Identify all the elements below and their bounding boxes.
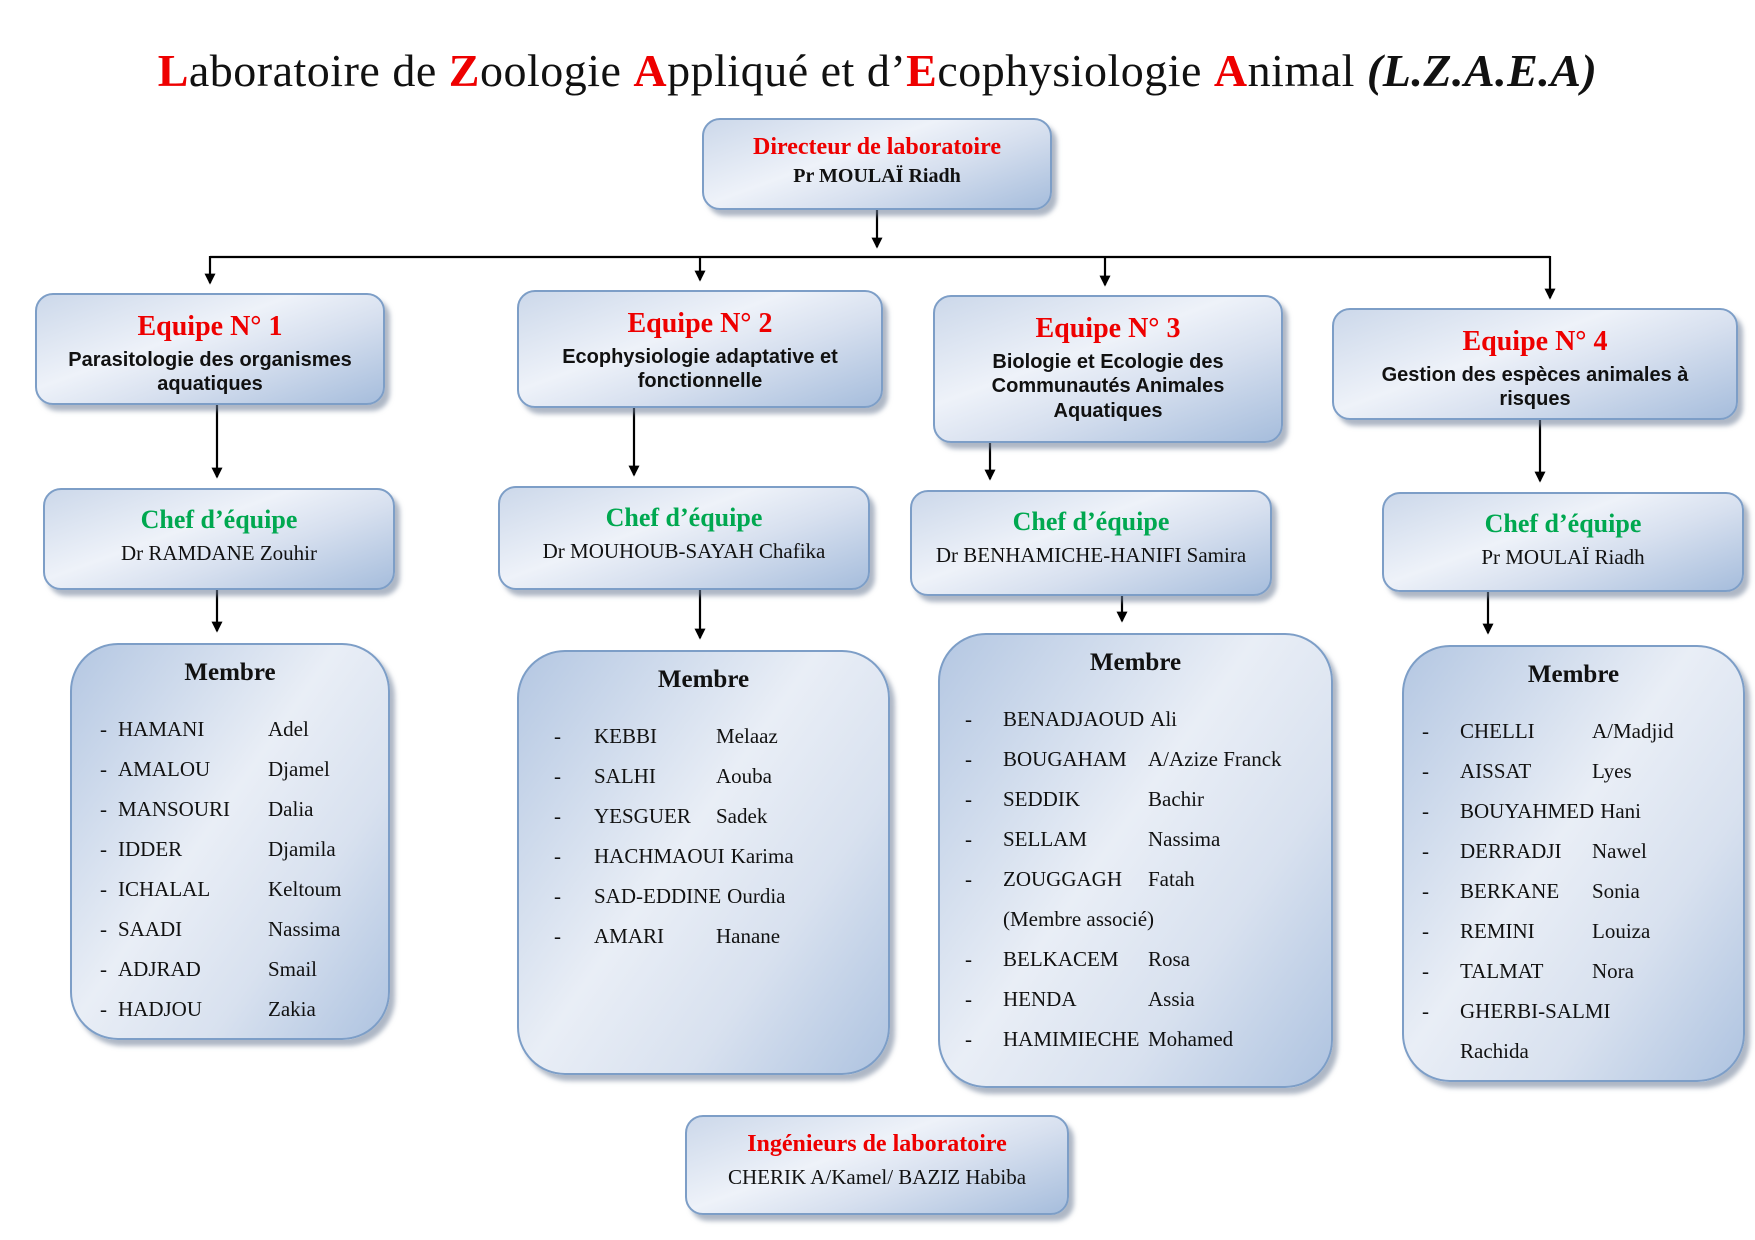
member-firstname: Ourdia: [727, 883, 786, 908]
engineers-heading: Ingénieurs de laboratoire: [747, 1131, 1007, 1157]
member-item-dash: -: [965, 746, 972, 771]
chef4-heading: Chef d’équipe: [1484, 509, 1642, 538]
chef1-box: [43, 488, 395, 590]
member-firstname: Bachir: [1148, 786, 1204, 811]
member-item: [965, 939, 1321, 979]
member-item: [1422, 831, 1733, 871]
engineers-box: [685, 1115, 1069, 1215]
member-item-dash: -: [1422, 718, 1429, 743]
member-item-dash: -: [554, 923, 561, 948]
member-lastname: AMARI: [594, 923, 665, 948]
member-item-dash: -: [1422, 958, 1429, 983]
members3-list: [940, 699, 1331, 1059]
member-lastname: IDDER: [118, 836, 183, 861]
member-firstname: Zakia: [268, 996, 316, 1021]
member-lastname: KEBBI: [594, 723, 657, 748]
team4-box: [1332, 308, 1738, 420]
member-lastname: SELLAM: [1003, 826, 1087, 851]
member-firstname: Assia: [1148, 986, 1195, 1011]
title-text-segment: oologie: [479, 45, 634, 96]
member-firstname: Aouba: [716, 763, 772, 788]
member-firstname: Hani: [1600, 798, 1642, 823]
title-red-initial: L: [157, 45, 189, 96]
members1-box: [70, 643, 390, 1040]
member-item-dash: -: [965, 866, 972, 891]
member-firstname: Rachida: [1460, 1038, 1529, 1063]
member-item: [554, 716, 878, 756]
member-item-dash: -: [100, 956, 107, 981]
member-lastname: SAD-EDDINE: [594, 883, 722, 908]
member-item-dash: -: [1422, 998, 1429, 1023]
members2-list: [519, 716, 888, 956]
members4-heading: Membre: [1527, 661, 1620, 688]
member-item: [965, 1019, 1321, 1059]
member-item: [554, 756, 878, 796]
member-lastname: ADJRAD: [118, 956, 201, 981]
member-lastname: SEDDIK: [1003, 786, 1080, 811]
members2-heading: Membre: [657, 666, 750, 693]
member-firstname: Dalia: [268, 796, 314, 821]
member-lastname: SAADI: [118, 916, 183, 941]
member-item-dash: -: [100, 836, 107, 861]
member-item-dash: -: [1422, 758, 1429, 783]
title-red-initial: A: [1213, 45, 1248, 96]
member-lastname: ZOUGGAGH: [1003, 866, 1122, 891]
member-item-dash: -: [554, 843, 561, 868]
member-item-dash: -: [965, 986, 972, 1011]
member-item: [965, 779, 1321, 819]
member-lastname: REMINI: [1460, 918, 1535, 943]
chef2-box: [498, 486, 870, 590]
member-item-dash: -: [1422, 838, 1429, 863]
member-item: [965, 699, 1321, 739]
member-item-dash: -: [965, 826, 972, 851]
member-lastname: TALMAT: [1460, 958, 1544, 983]
member-item-dash: -: [100, 796, 107, 821]
member-item: [1422, 711, 1733, 751]
member-item-dash: -: [965, 786, 972, 811]
team3-field: Biologie et Ecologie des Communautés Animales Aquatiques: [991, 351, 1225, 422]
member-item: [965, 859, 1321, 899]
member-firstname: Mohamed: [1148, 1026, 1234, 1051]
member-lastname: BELKACEM: [1003, 946, 1119, 971]
member-firstname: Sonia: [1592, 878, 1640, 903]
page-title-text: [158, 45, 1367, 96]
page-title-acronym: (L.Z.A.E.A): [1366, 45, 1598, 96]
chef1-heading: Chef d’équipe: [140, 505, 298, 534]
member-firstname: Louiza: [1592, 918, 1651, 943]
member-firstname: Sadek: [716, 803, 768, 828]
title-red-initial: E: [906, 45, 938, 96]
member-item: [1422, 791, 1733, 831]
member-firstname: Lyes: [1592, 758, 1632, 783]
member-item-dash: -: [1422, 918, 1429, 943]
member-lastname: ICHALAL: [118, 876, 211, 901]
member-item-dash: -: [965, 706, 972, 731]
member-note: (Membre associé): [1003, 906, 1155, 931]
members4-list: [1404, 711, 1743, 1071]
team3-heading: Equipe N° 3: [1035, 313, 1181, 344]
member-item: [554, 876, 878, 916]
member-item: [100, 709, 378, 749]
member-lastname: BENADJAOUD: [1003, 706, 1145, 731]
team2-heading: Equipe N° 2: [627, 308, 773, 339]
member-lastname: AMALOU: [118, 756, 211, 781]
member-lastname: BOUYAHMED: [1460, 798, 1595, 823]
member-lastname: HAMIMIECHE: [1003, 1026, 1140, 1051]
member-item-dash: -: [100, 916, 107, 941]
member-firstname: Adel: [268, 716, 309, 741]
members2-box: [517, 650, 890, 1075]
member-firstname: Djamel: [268, 756, 330, 781]
member-firstname: Djamila: [268, 836, 336, 861]
members4-box: [1402, 645, 1745, 1082]
member-firstname: Ali: [1150, 706, 1178, 731]
member-item-dash: -: [554, 763, 561, 788]
member-item: [965, 819, 1321, 859]
chef3-heading: Chef d’équipe: [1012, 507, 1170, 536]
chef4-name: Pr MOULAÏ Riadh: [1481, 544, 1645, 569]
members3-heading: Membre: [1089, 649, 1182, 676]
chef1-name: Dr RAMDANE Zouhir: [121, 540, 317, 565]
title-text-segment: cophysiologie: [937, 45, 1214, 96]
team1-box: [35, 293, 385, 405]
director-name: Pr MOULAÏ Riadh: [793, 165, 961, 188]
member-lastname: BERKANE: [1460, 878, 1560, 903]
team3-box: [933, 295, 1283, 443]
member-firstname: Nassima: [268, 916, 341, 941]
chef4-box: [1382, 492, 1744, 592]
member-lastname: SALHI: [594, 763, 656, 788]
member-item: [1422, 751, 1733, 791]
member-item-dash: -: [100, 876, 107, 901]
member-item-continuation: [1422, 1031, 1733, 1071]
member-item: [554, 796, 878, 836]
title-red-initial: A: [633, 45, 668, 96]
member-firstname: Rosa: [1148, 946, 1190, 971]
member-item-dash: -: [100, 716, 107, 741]
member-lastname: HACHMAOUI: [594, 843, 725, 868]
chef2-heading: Chef d’équipe: [605, 503, 763, 532]
member-lastname: AISSAT: [1460, 758, 1532, 783]
member-item-dash: -: [554, 883, 561, 908]
member-lastname: MANSOURI: [118, 796, 231, 821]
member-lastname: DERRADJI: [1460, 838, 1562, 863]
team4-heading: Equipe N° 4: [1462, 326, 1608, 357]
team1-heading: Equipe N° 1: [137, 311, 283, 342]
chef2-name: Dr MOUHOUB-SAYAH Chafika: [542, 538, 826, 563]
chef3-box: [910, 490, 1272, 596]
member-item: [1422, 911, 1733, 951]
member-firstname: Keltoum: [268, 876, 342, 901]
member-item-dash: -: [1422, 798, 1429, 823]
member-item: [100, 789, 378, 829]
member-firstname: Melaaz: [716, 723, 778, 748]
member-item: [1422, 951, 1733, 991]
page-title: [0, 44, 1755, 97]
members1-list: [72, 709, 388, 1029]
director-box: [702, 118, 1052, 210]
team2-box: [517, 290, 883, 408]
member-firstname: A/Madjid: [1592, 718, 1674, 743]
member-firstname: A/Azize Franck: [1148, 746, 1282, 771]
member-firstname: Nawel: [1592, 838, 1647, 863]
member-lastname: BOUGAHAM: [1003, 746, 1127, 771]
member-item: [100, 909, 378, 949]
member-item: [100, 869, 378, 909]
member-item-dash: -: [965, 946, 972, 971]
member-firstname: Nora: [1592, 958, 1634, 983]
member-item-dash: -: [554, 723, 561, 748]
title-text-segment: aboratoire de: [188, 45, 449, 96]
chef3-name: Dr BENHAMICHE-HANIFI Samira: [935, 542, 1247, 567]
team2-field: Ecophysiologie adaptative et fonctionnelle: [562, 346, 838, 393]
title-red-initial: Z: [448, 45, 480, 96]
member-item: [100, 829, 378, 869]
member-item-dash: -: [100, 996, 107, 1021]
director-heading: Directeur de laboratoire: [753, 134, 1001, 160]
member-item: [554, 836, 878, 876]
member-firstname: Karima: [730, 843, 794, 868]
member-item: [554, 916, 878, 956]
engineers-names: CHERIK A/Kamel/ BAZIZ Habiba: [727, 1165, 1027, 1190]
member-item: [100, 949, 378, 989]
member-item: [1422, 871, 1733, 911]
member-lastname: GHERBI-SALMI: [1460, 998, 1611, 1023]
member-lastname: CHELLI: [1460, 718, 1535, 743]
member-firstname: Nassima: [1148, 826, 1221, 851]
member-item-dash: -: [100, 756, 107, 781]
team4-field: Gestion des espèces animales à risques: [1381, 364, 1689, 411]
member-lastname: HADJOU: [118, 996, 202, 1021]
team1-field: Parasitologie des organismes aquatiques: [68, 349, 352, 396]
member-item-dash: -: [965, 1026, 972, 1051]
member-firstname: Fatah: [1148, 866, 1195, 891]
member-item: [965, 979, 1321, 1019]
member-item-dash: -: [1422, 878, 1429, 903]
member-item-note: [965, 899, 1321, 939]
member-lastname: HENDA: [1003, 986, 1077, 1011]
member-lastname: HAMANI: [118, 716, 205, 741]
member-item: [965, 739, 1321, 779]
title-text-segment: nimal: [1247, 45, 1367, 96]
title-text-segment: ppliqué et d’: [667, 45, 907, 96]
member-firstname: Hanane: [716, 923, 781, 948]
members1-heading: Membre: [184, 659, 276, 686]
member-item: [100, 749, 378, 789]
members3-box: [938, 633, 1333, 1088]
member-item: [1422, 991, 1733, 1031]
member-lastname: YESGUER: [594, 803, 691, 828]
member-item-dash: -: [554, 803, 561, 828]
member-item: [100, 989, 378, 1029]
member-firstname: Smail: [268, 956, 318, 981]
